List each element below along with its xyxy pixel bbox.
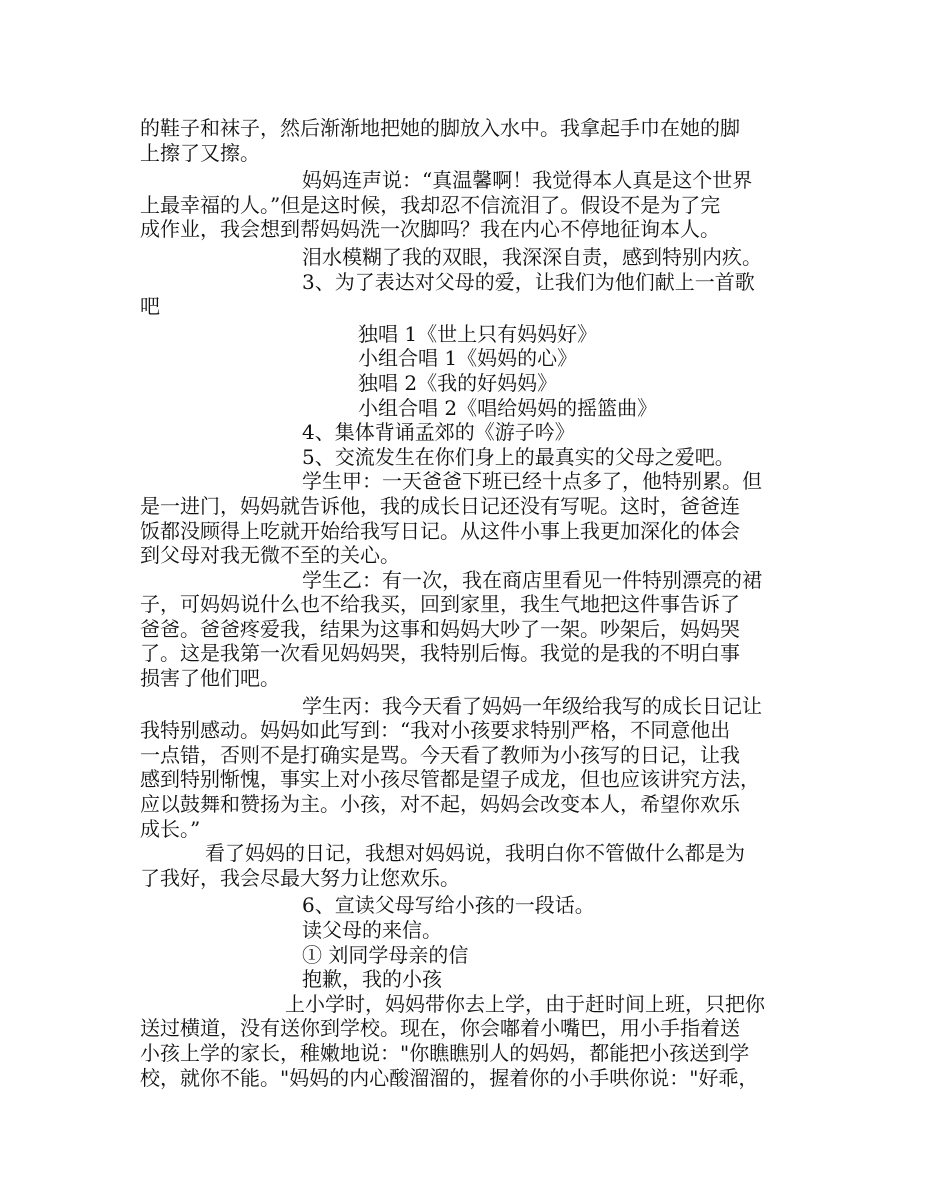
- song-item: 独唱 1《世上只有妈妈好》: [358, 321, 598, 346]
- text-line: 看了妈妈的日记，我想对妈妈说，我明白你不管做什么都是为: [205, 841, 745, 866]
- text-line: 妈妈连声说：“真温馨啊！我觉得本人真是这个世界: [302, 168, 753, 193]
- text-line: 上擦了又擦。: [140, 140, 260, 165]
- text-line: 读父母的来信。: [302, 918, 442, 942]
- text-line: 子，可妈妈说什么也不给我买，回到家里，我生气地把这件事告诉了: [140, 592, 740, 617]
- text-line: 感到特别惭愧，事实上对小孩尽管都是望子成龙，但也应该讲究方法，: [140, 767, 760, 792]
- text-line: 4、集体背诵孟郊的《游子吟》: [302, 420, 575, 445]
- text-line: 学生丙：我今天看了妈妈一年级给我写的成长日记让: [302, 693, 762, 718]
- text-line: 成作业，我会想到帮妈妈洗一次脚吗？我在内心不停地征询本人。: [140, 217, 720, 242]
- text-line: 3、为了表达对父母的爱，让我们为他们献上一首歌: [302, 269, 755, 294]
- text-line: ① 刘同学母亲的信: [302, 942, 469, 967]
- text-line: 爸爸。爸爸疼爱我，结果为这事和妈妈大吵了一架。吵架后，妈妈哭: [140, 616, 740, 641]
- text-line: 损害了他们吧。: [140, 666, 280, 691]
- text-line: 校，就你不能。"妈妈的内心酸溜溜的，握着你的小手哄你说："好乖，: [140, 1065, 759, 1090]
- text-line: 应以鼓舞和赞扬为主。小孩，对不起，妈妈会改变本人，希望你欢乐: [140, 792, 740, 817]
- text-line: 5、交流发生在你们身上的最真实的父母之爱吧。: [302, 444, 735, 469]
- text-line: 上小学时，妈妈带你去上学，由于赶时间上班，只把你: [285, 991, 765, 1016]
- text-line: 一点错，否则不是打确实是骂。今天看了教师为小孩写的日记，让我: [140, 742, 740, 767]
- text-line: 6、宣读父母写给小孩的一段话。: [302, 893, 595, 918]
- text-line: 我特别感动。妈妈如此写到：“我对小孩要求特别严格，不同意他出: [140, 718, 731, 743]
- text-line: 学生甲：一天爸爸下班已经十点多了，他特别累。但: [302, 469, 762, 494]
- text-line: 了。这是我第一次看见妈妈哭，我特别后悔。我觉的是我的不明白事: [140, 641, 740, 666]
- text-line: 抱歉，我的小孩: [302, 967, 442, 992]
- text-line: 小孩上学的家长，稚嫩地说："你瞧瞧别人的妈妈，都能把小孩送到学: [140, 1040, 750, 1065]
- text-line: 的鞋子和袜子，然后渐渐地把她的脚放入水中。我拿起手巾在她的脚: [140, 116, 740, 140]
- text-line: 学生乙：有一次，我在商店里看见一件特别漂亮的裙: [302, 567, 762, 592]
- song-item: 小组合唱 2《唱给妈妈的摇篮曲》: [358, 395, 658, 420]
- text-line: 到父母对我无微不至的关心。: [140, 543, 400, 568]
- text-line: 吧: [140, 294, 160, 319]
- song-item: 小组合唱 1《妈妈的心》: [358, 346, 578, 371]
- song-item: 独唱 2《我的好妈妈》: [358, 370, 558, 395]
- text-line: 上最幸福的人。”但是这时候，我却忍不信流泪了。假设不是为了完: [140, 192, 721, 217]
- text-line: 是一进门，妈妈就告诉他，我的成长日记还没有写呢。这时，爸爸连: [140, 493, 740, 518]
- text-line: 饭都没顾得上吃就开始给我写日记。从这件小事上我更加深化的体会: [140, 518, 740, 543]
- text-line: 泪水模糊了我的双眼，我深深自责，感到特别内疚。: [302, 244, 762, 269]
- text-line: 送过横道，没有送你到学校。现在，你会嘟着小嘴巴，用小手指着送: [140, 1016, 740, 1041]
- text-line: 成长。”: [140, 816, 201, 841]
- document-page: [140, 116, 820, 1090]
- text-line: 了我好，我会尽最大努力让您欢乐。: [140, 865, 460, 890]
